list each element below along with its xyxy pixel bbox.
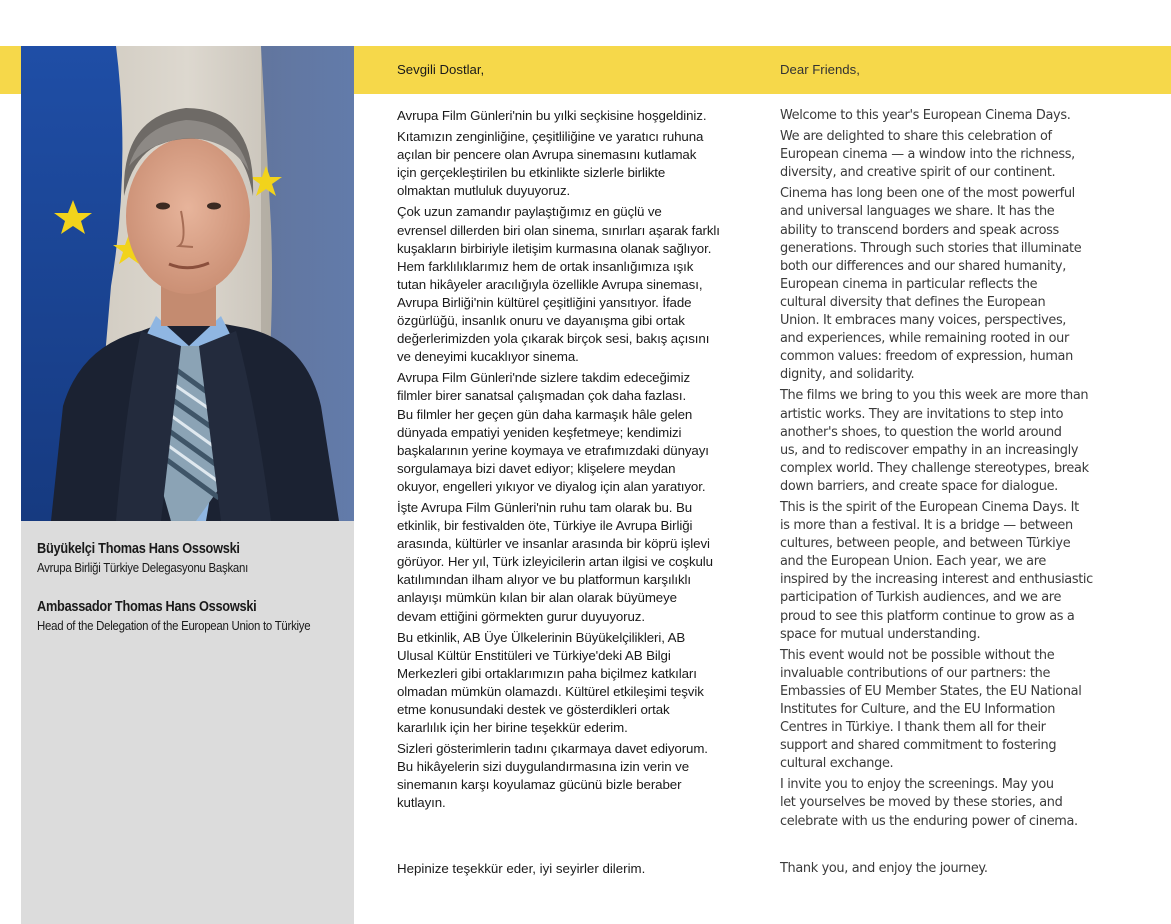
- text-line: Bu etkinlik, AB Üye Ülkelerinin Büyükelçilikleri, AB: [397, 629, 686, 645]
- text-line: diversity, and creative spirit of our continent.: [780, 165, 1056, 181]
- text-line: participation of Turkish audiences, and we are: [780, 590, 1062, 606]
- text-line: and universal languages we share. It has the: [780, 204, 1055, 220]
- text-line: Embassies of EU Member States, the EU National: [780, 683, 1082, 699]
- text-line: sinemanın karşı koyulamaz gücünü bizle beraber: [397, 777, 682, 793]
- text-line: kuşakların birbiriyle iletişim kurmasına olanak sağlıyor.: [397, 240, 712, 256]
- paragraph: [397, 128, 769, 200]
- paragraph: [397, 499, 769, 626]
- paragraph: [397, 740, 769, 812]
- text-line: Hem farklılıklarımız hem de ortak insanlığımıza ışık: [397, 258, 694, 274]
- text-line: complex world. They challenge stereotypes, break: [780, 460, 1089, 476]
- text-line: kutlayın.: [397, 795, 446, 811]
- paragraph: [780, 185, 1150, 384]
- paragraph: [397, 629, 769, 738]
- text-line: support and shared commitment to fostering: [780, 738, 1057, 754]
- text-line: için gerçekleştirilen bu etkinlikte sizlerle birlikte: [397, 165, 666, 181]
- text-line: etkinlik, bir festivalden öte, Türkiye ile Avrupa Birliği: [397, 518, 693, 534]
- text-line: Ulusal Kültür Enstitüleri ve Türkiye'deki AB Bilgi: [397, 647, 671, 663]
- text-line: görüyor. Her yıl, Türk izleyicilerin artan ilgisi ve coşkulu: [397, 554, 713, 570]
- text-line: space for mutual understanding.: [780, 626, 981, 642]
- text-line: us, and to rediscover empathy in an increasingly: [780, 442, 1079, 458]
- text-line: dünyada empatiyi yeniden keşfetmeye; kendimizi: [397, 424, 682, 440]
- text-line: Bu filmler her geçen gün daha karmaşık hâle gelen: [397, 406, 693, 422]
- paragraph: [780, 647, 1150, 774]
- text-line: okuyor, engelleri yıkıyor ve diyalog için alan yaratıyor.: [397, 478, 706, 494]
- closing-english: Thank you, and enjoy the journey.: [780, 861, 988, 876]
- text-line: and experiences, while remaining rooted in our: [780, 331, 1069, 347]
- text-line: cultures, between people, and between Türkiye: [780, 536, 1071, 552]
- text-line: let yourselves be moved by these stories, and: [780, 795, 1063, 811]
- text-line: generations. Through such stories that illuminate: [780, 240, 1082, 256]
- text-line: Kıtamızın zenginliğine, çeşitliliğine ve yaratıcı ruhuna: [397, 129, 704, 145]
- text-line: Centres in Türkiye. I thank them all for their: [780, 720, 1046, 736]
- text-line: is more than a festival. It is a bridge — between: [780, 518, 1073, 534]
- caption-role-tr: Avrupa Birliği Türkiye Delegasyonu Başkanı: [37, 560, 249, 575]
- text-line: filmler birer sanatsal çalışmadan çok daha fazlası.: [397, 388, 687, 404]
- text-line: olmadan mümkün olamazdı. Kültürel etkileşimi teşvik: [397, 683, 704, 699]
- text-line: olmaktan mutluluk duyuyoruz.: [397, 183, 571, 199]
- caption-name-tr: Büyükelçi Thomas Hans Ossowski: [37, 541, 240, 557]
- text-line: another's shoes, to question the world around: [780, 424, 1062, 440]
- portrait-caption: [37, 540, 347, 635]
- closing-turkish: Hepinize teşekkür eder, iyi seyirler dilerim.: [397, 861, 646, 876]
- text-line: ve deneyimi kucaklıyor sinema.: [397, 349, 579, 365]
- letter-body-english: [780, 107, 1150, 834]
- text-line: özgürlüğü, insanlık onuru ve dayanışma gibi ortak: [397, 313, 685, 329]
- text-line: katılımından ilham alıyor ve bu platformun karşılıklı: [397, 572, 692, 588]
- text-line: İşte Avrupa Film Günleri'nin ruhu tam olarak bu. Bu: [397, 499, 693, 515]
- paragraph: [397, 203, 769, 366]
- text-line: I invite you to enjoy the screenings. May you: [780, 777, 1054, 793]
- text-line: cultural exchange.: [780, 756, 894, 772]
- text-line: and the European Union. Each year, we are: [780, 554, 1046, 570]
- text-line: Çok uzun zamandır paylaştığımız en güçlü ve: [397, 204, 662, 220]
- text-line: cultural diversity that defines the European: [780, 294, 1046, 310]
- text-line: Institutes for Culture, and the EU Information: [780, 702, 1056, 717]
- text-line: European cinema — a window into the richness,: [780, 147, 1075, 163]
- greeting-turkish: Sevgili Dostlar,: [397, 62, 485, 77]
- paragraph: [397, 107, 769, 125]
- text-line: değerlerimizden yola çıkarak birçok sesi, bakış açısını: [397, 331, 710, 347]
- text-line: Sizleri gösterimlerin tadını çıkarmaya davet ediyorum.: [397, 741, 708, 757]
- text-line: This is the spirit of the European Cinema Days. It: [780, 499, 1079, 515]
- text-line: evrensel dillerden biri olan sinema, sınırları aşarak farklı: [397, 222, 720, 238]
- text-line: tutan hikâyeler aracılığıyla özellikle Avrupa sineması,: [397, 276, 703, 292]
- text-line: Welcome to this year's European Cinema Days.: [780, 108, 1071, 123]
- text-line: invaluable contributions of our partners: the: [780, 665, 1051, 681]
- text-line: etme konusundaki destek ve gösterdikleri ortak: [397, 702, 670, 717]
- text-line: anlayışı mümkün kılan bir alan olarak büyümeye: [397, 590, 677, 606]
- text-line: The films we bring to you this week are more than: [780, 388, 1089, 404]
- text-line: sorgulamaya bizi davet ediyor; klişelere meydan: [397, 460, 676, 476]
- text-line: devam ettiğini görmekten gurur duyuyoruz.: [397, 608, 645, 624]
- text-line: down barriers, and create space for dialogue.: [780, 478, 1058, 494]
- text-line: Avrupa Film Günleri'nde sizlere takdim edeceğimiz: [397, 370, 691, 386]
- text-line: ability to transcend borders and speak across: [780, 222, 1059, 238]
- text-line: proud to see this platform continue to grow as a: [780, 608, 1075, 624]
- text-line: Union. It embraces many voices, perspectives,: [780, 313, 1067, 329]
- text-line: celebrate with us the enduring power of cinema.: [780, 813, 1078, 829]
- letter-body-turkish: [397, 107, 769, 816]
- ambassador-portrait: [21, 46, 354, 521]
- paragraph: [780, 107, 1150, 125]
- text-line: both our differences and our shared humanity,: [780, 258, 1066, 274]
- paragraph: [780, 387, 1150, 496]
- caption-name-en: Ambassador Thomas Hans Ossowski: [37, 599, 257, 615]
- text-line: dignity, and solidarity.: [780, 367, 915, 383]
- text-line: Bu hikâyelerin sizi duygulandırmasına izin verin ve: [397, 759, 690, 775]
- paragraph: [780, 128, 1150, 182]
- paragraph: [780, 776, 1150, 830]
- text-line: We are delighted to share this celebration of: [780, 129, 1052, 145]
- text-line: Avrupa Film Günleri'nin bu yılki seçkisine hoşgeldiniz.: [397, 108, 707, 123]
- text-line: European cinema in particular reflects the: [780, 276, 1038, 292]
- text-line: kararlılık için her birine teşekkür ederim.: [397, 720, 628, 736]
- text-line: Merkezleri gibi ortaklarımızın paha biçilmez katkıları: [397, 665, 697, 681]
- text-line: Avrupa Birliği'nin kültürel çeşitliğini yansıtıyor. İfade: [397, 294, 692, 310]
- text-line: common values: freedom of expression, human: [780, 349, 1073, 365]
- greeting-english: Dear Friends,: [780, 62, 860, 77]
- text-line: başkalarının yerine koymaya ve etrafımızdaki dünyayı: [397, 442, 709, 458]
- text-line: inspired by the increasing interest and enthusiastic: [780, 572, 1093, 588]
- caption-role-en: Head of the Delegation of the European Union to Türkiye: [37, 618, 311, 633]
- text-line: This event would not be possible without the: [780, 647, 1055, 663]
- paragraph: [397, 369, 769, 496]
- text-line: açılan bir pencere olan Avrupa sinemasını kutlamak: [397, 147, 697, 163]
- text-line: arasında, kültürler ve insanlar arasında bir köprü işlevi: [397, 536, 710, 552]
- paragraph: [780, 499, 1150, 644]
- text-line: artistic works. They are invitations to step into: [780, 406, 1064, 422]
- text-line: Cinema has long been one of the most powerful: [780, 186, 1075, 202]
